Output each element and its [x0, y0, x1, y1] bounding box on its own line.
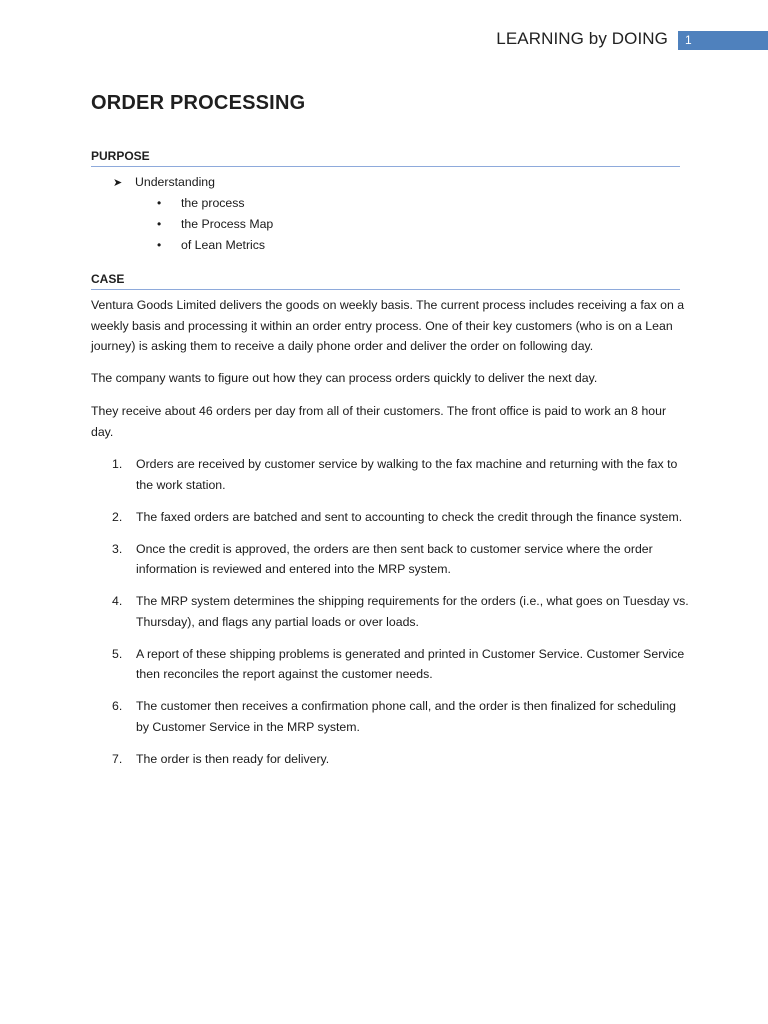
arrow-bullet-icon: ➤ [113, 177, 123, 189]
step-text: The order is then ready for delivery. [136, 751, 330, 766]
purpose-sub-list [157, 195, 273, 258]
header-title: LEARNING by DOING [496, 29, 668, 48]
purpose-bullet-label: Understanding [135, 175, 215, 189]
step-number: 5. [112, 646, 123, 661]
step-text: Once the credit is approved, the orders are then sent back to customer service where the order information is reviewed and entered into the MRP system. [136, 541, 653, 576]
process-step [91, 644, 689, 685]
step-text: A report of these shipping problems is generated and printed in Customer Service. Customer Service then reconciles the report against the customer needs. [136, 646, 685, 681]
case-paragraph: Ventura Goods Limited delivers the goods on weekly basis. The current process includes receiving a fax on a weekly basis and processing it within an order entry process. One of their key customers (who is on a Lean journey) is asking them to receive a daily phone order and deliver the order on following day. [91, 298, 685, 353]
step-number: 4. [112, 594, 123, 608]
purpose-bullet [113, 175, 215, 189]
case-paragraph: The company wants to figure out how they can process orders quickly to deliver the next day. [91, 371, 598, 385]
step-number: 1. [112, 457, 123, 471]
document-title: ORDER PROCESSING [91, 92, 306, 114]
process-steps-list [91, 454, 689, 781]
list-item: • of Lean Metrics [157, 237, 273, 258]
page-number-badge [678, 31, 768, 50]
process-step [91, 749, 689, 770]
case-paragraph: They receive about 46 orders per day from all of their customers. The front office is paid to work an 8 hour day. [91, 404, 667, 439]
step-text: The faxed orders are batched and sent to accounting to check the credit through the finance system. [136, 509, 683, 524]
step-number: 2. [112, 509, 123, 524]
purpose-heading: PURPOSE [91, 149, 680, 167]
step-number: 6. [112, 699, 123, 713]
process-step [91, 696, 689, 737]
step-text: The MRP system determines the shipping requirements for the orders (i.e., what goes on Tuesday vs. Thursday), and flags any partial loads or over loads. [136, 594, 689, 629]
list-item: • the process [157, 195, 273, 216]
step-number: 7. [112, 751, 123, 766]
process-step [91, 507, 689, 528]
step-text: Orders are received by customer service by walking to the fax machine and returning with the fax to the work station. [136, 457, 678, 492]
page-number: 1 [685, 33, 692, 47]
step-number: 3. [112, 541, 123, 556]
case-heading: CASE [91, 272, 680, 290]
list-item: • the Process Map [157, 216, 273, 237]
step-text: The customer then receives a confirmation phone call, and the order is then finalized for scheduling by Customer Service in the MRP system. [136, 699, 677, 734]
process-step [91, 454, 689, 495]
process-step [91, 591, 689, 632]
process-step [91, 539, 689, 580]
